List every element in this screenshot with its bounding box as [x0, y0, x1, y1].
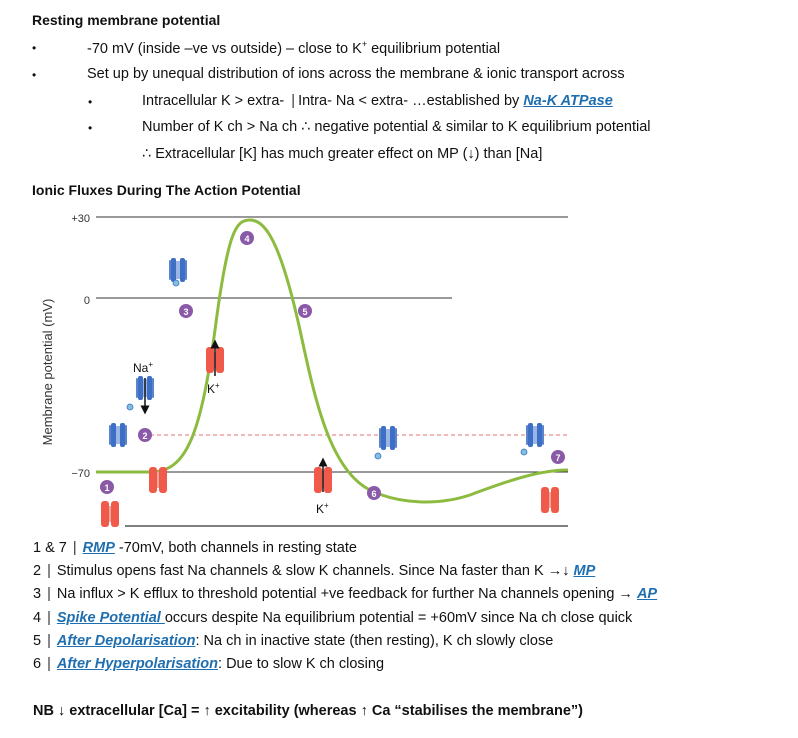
marker-1	[100, 480, 114, 494]
divider-bar: |	[47, 610, 51, 626]
tick-label-plus30: +30	[71, 213, 90, 225]
svg-text:3: 3	[183, 307, 189, 317]
marker-6	[367, 486, 381, 500]
y-axis-label: Membrane potential (mV)	[40, 298, 55, 446]
svg-text:7: 7	[555, 453, 561, 463]
after-hyperpolarisation-link[interactable]: After Hyperpolarisation	[56, 656, 219, 672]
bullet-distribution: Set up by unequal distribution of ions across the membrane & ionic transport across	[87, 66, 625, 82]
note-number: 6	[33, 656, 42, 672]
note-number: 2	[33, 563, 42, 579]
divider-bar: |	[47, 563, 51, 579]
svg-text:4: 4	[244, 234, 250, 244]
note-text: : Na ch in inactive state (then resting), K ch slowly close	[195, 633, 554, 649]
superscript: +	[361, 39, 368, 49]
after-depolarisation-link[interactable]: After Depolarisation	[56, 633, 196, 649]
note-text: : Due to slow K ch closing	[218, 656, 385, 672]
rmp-link[interactable]: RMP	[82, 540, 115, 556]
sub-bullet-channels: Number of K ch > Na ch ∴ negative potential & similar to K equilibrium potential	[142, 119, 651, 135]
na-ion-icon	[173, 280, 179, 286]
section-title-resting: Resting membrane potential	[32, 12, 221, 28]
na-ion-icon	[375, 453, 381, 459]
note-number: 4	[33, 610, 42, 626]
na-k-atpase-link[interactable]: Na-K ATPase	[523, 93, 613, 109]
tick-label-zero: 0	[83, 295, 90, 307]
note-row-4	[33, 610, 632, 626]
ap-link[interactable]: AP	[636, 586, 658, 602]
note-row-2	[33, 563, 595, 579]
note-text: -70mV, both channels in resting state	[114, 540, 357, 556]
na-channel-icon	[379, 426, 397, 450]
note-number: 3	[33, 586, 42, 602]
svg-text:1: 1	[104, 483, 110, 493]
sub-bullet-extracellular: ∴ Extracellular [K] has much greater effect on MP (↓) than [Na]	[142, 146, 543, 162]
k-channel-icon	[541, 487, 559, 513]
marker-7	[551, 450, 565, 464]
sub-text-k: Intracellular K > extra-	[142, 93, 285, 109]
bullet-dot: •	[32, 68, 37, 82]
na-ion-icon	[127, 404, 133, 410]
na-channel-icon	[526, 423, 544, 447]
footer-note: NB ↓ extracellular [Ca] = ↑ excitability (whereas ↑ Ca “stabilises the membrane”)	[33, 703, 583, 719]
tick-label-minus70: −70	[71, 468, 90, 480]
k-channel-icon	[101, 501, 119, 527]
na-label: Na+	[133, 360, 154, 375]
k-label-upper: K+	[207, 381, 220, 396]
note-number: 5	[33, 633, 42, 649]
note-row-5	[33, 633, 553, 649]
marker-3	[179, 304, 193, 318]
note-text: Stimulus opens fast Na channels & slow K channels. Since Na faster than K →↓	[56, 563, 574, 579]
divider-bar: |	[72, 540, 77, 556]
note-row-3	[33, 586, 657, 602]
bullet-dot: •	[88, 95, 93, 109]
note-text: occurs despite Na equilibrium potential = +60mV since Na ch close quick	[164, 610, 633, 626]
divider-bar: |	[291, 93, 296, 109]
note-row-6	[33, 656, 384, 672]
divider-bar: |	[47, 586, 51, 602]
marker-5	[298, 304, 312, 318]
marker-4	[240, 231, 254, 245]
action-potential-curve	[96, 220, 568, 502]
bullet-text: -70 mV (inside –ve vs outside) – close to K	[87, 40, 362, 57]
na-ion-icon	[521, 449, 527, 455]
bullet-dot: •	[88, 121, 93, 135]
spike-potential-link[interactable]: Spike Potential	[56, 610, 165, 626]
note-row-1	[33, 540, 357, 556]
sub-text-na: Intra- Na < extra- …established by	[298, 93, 524, 109]
mp-link[interactable]: MP	[573, 563, 596, 579]
note-number: 1 & 7	[33, 540, 67, 556]
note-text: Na influx > K efflux to threshold potential +ve feedback for further Na channels opening →	[56, 586, 637, 602]
svg-text:5: 5	[302, 307, 308, 317]
svg-text:6: 6	[371, 489, 377, 499]
svg-text:2: 2	[142, 431, 148, 441]
na-channel-icon	[169, 258, 187, 282]
bullet-dot: •	[32, 41, 37, 55]
divider-bar: |	[47, 656, 51, 672]
na-channel-icon	[109, 423, 127, 447]
divider-bar: |	[47, 633, 51, 649]
k-label-lower: K+	[316, 501, 329, 516]
bullet-text-end: equilibrium potential	[367, 40, 501, 57]
marker-2	[138, 428, 152, 442]
section-title-ionic-fluxes: Ionic Fluxes During The Action Potential	[32, 182, 301, 198]
